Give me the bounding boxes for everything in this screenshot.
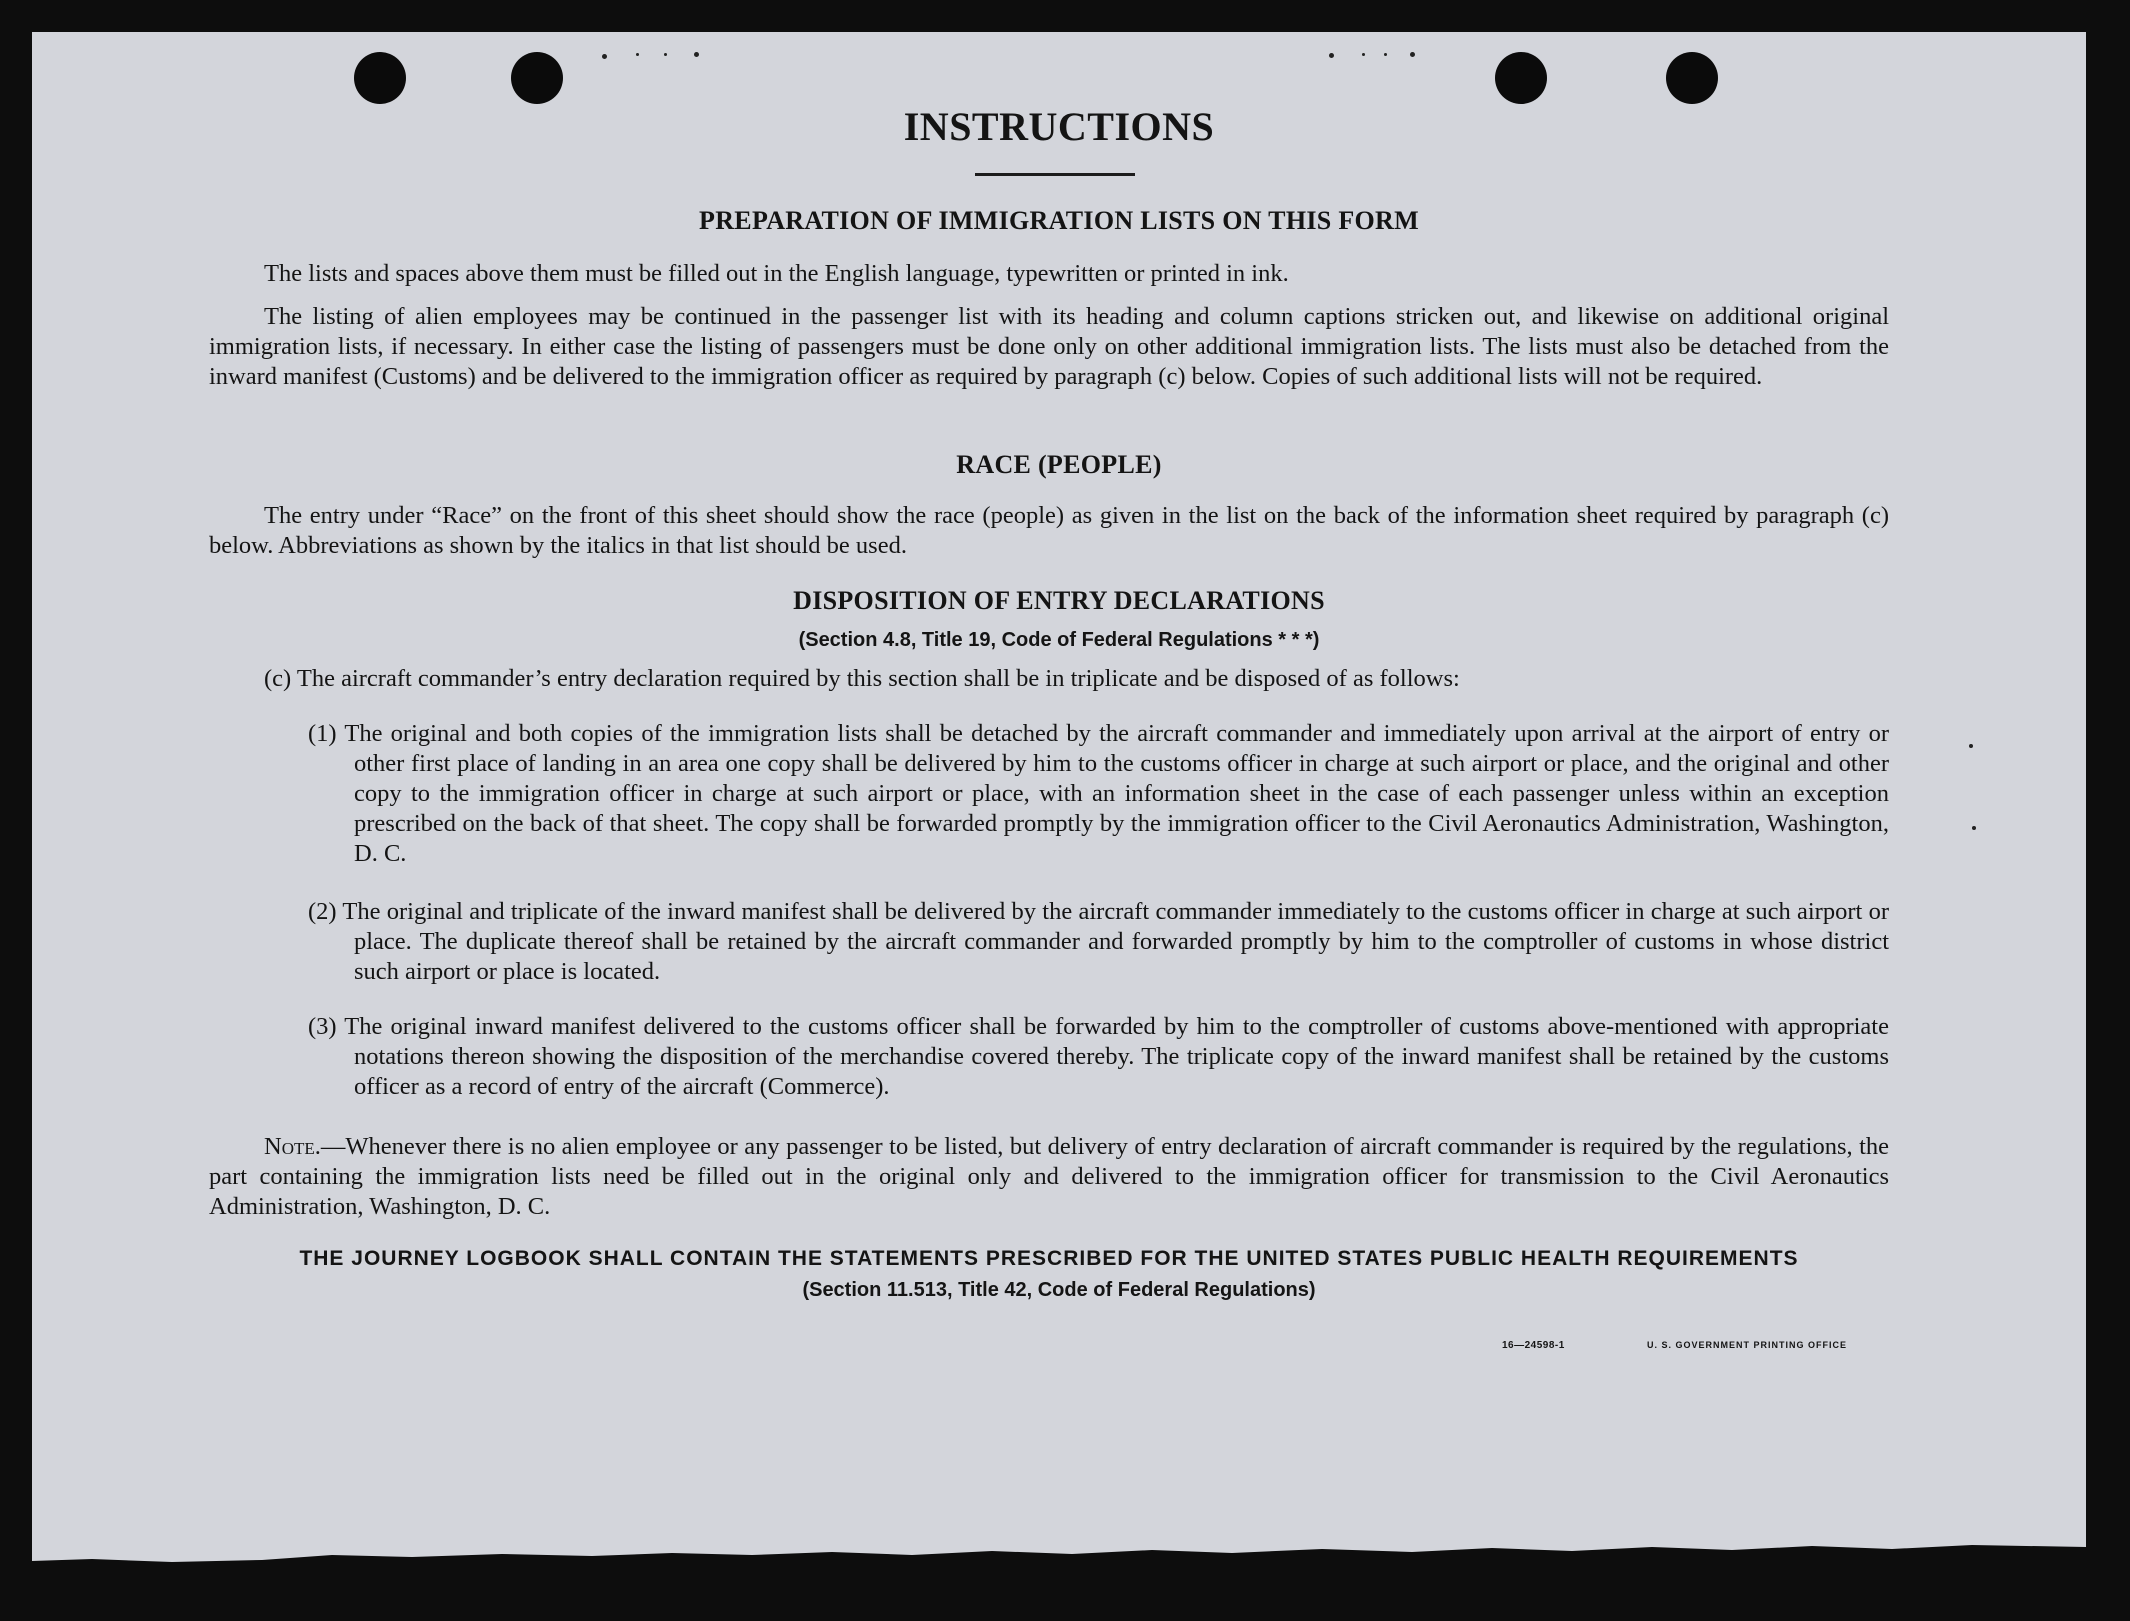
- speck-mark: [1384, 53, 1387, 56]
- section-heading-race: RACE (PEOPLE): [956, 450, 1162, 479]
- paragraph-preparation-1: The lists and spaces above them must be filled out in the English language, typewritten or printed in ink.: [264, 260, 1289, 287]
- list-item: (2) The original and triplicate of the inward manifest shall be delivered by the aircraft commander immediately to the customs officer in charge at such airport or place. The duplicate thereof shall be retained by the aircraft commander and forwarded promptly by him to the comptroller of customs in whose district such airport or place is located.: [308, 898, 1889, 985]
- printer-imprint: U. S. GOVERNMENT PRINTING OFFICE: [1647, 1340, 1848, 1350]
- document-page: [32, 32, 2086, 1577]
- form-number: 16—24598-1: [1502, 1340, 1565, 1351]
- note-text: —Whenever there is no alien employee or any passenger to be listed, but delivery of entry declaration of aircraft commander is required by the regulations, the part containing the immigration lists need be filled out in the original only and delivered to the immigration officer for transmission to the Civil Aeronautics Administration, Washington, D. C.: [209, 1133, 1889, 1220]
- section-heading-preparation: PREPARATION OF IMMIGRATION LISTS ON THIS FORM: [699, 206, 1419, 235]
- punch-hole: [511, 52, 563, 104]
- logbook-statement: THE JOURNEY LOGBOOK SHALL CONTAIN THE STATEMENTS PRESCRIBED FOR THE UNITED STATES PUBLIC HEALTH REQUIREMENTS: [299, 1247, 1799, 1270]
- speck-mark: [1972, 826, 1976, 830]
- speck-mark: [1410, 52, 1415, 57]
- speck-mark: [694, 52, 699, 57]
- speck-mark: [1329, 53, 1334, 58]
- paragraph-disposition-intro: (c) The aircraft commander’s entry declaration required by this section shall be in triplicate and be disposed of as follows:: [264, 665, 1460, 692]
- torn-edge: [32, 1537, 2086, 1577]
- speck-mark: [1969, 744, 1973, 748]
- title-rule: [975, 173, 1135, 176]
- paragraph-preparation-2: The listing of alien employees may be continued in the passenger list with its heading and column captions stricken out, and likewise on additional original immigration lists, if necessary. In either case the listing of passengers must be done only on other additional immigration lists. The lists must also be detached from the inward manifest (Customs) and be delivered to the immigration officer as required by paragraph (c) below. Copies of such additional lists will not be required.: [209, 303, 1889, 390]
- section-heading-disposition: DISPOSITION OF ENTRY DECLARATIONS: [793, 586, 1325, 615]
- note-label: Note.: [264, 1133, 321, 1160]
- logbook-citation: (Section 11.513, Title 42, Code of Federal Regulations): [802, 1279, 1316, 1301]
- speck-mark: [602, 54, 607, 59]
- speck-mark: [664, 53, 667, 56]
- punch-hole: [1495, 52, 1547, 104]
- list-item: (1) The original and both copies of the immigration lists shall be detached by the aircraft commander and immediately upon arrival at the airport of entry or other first place of landing in an area one copy shall be delivered by him to the customs officer in charge at such airport or place, and the original and other copy to the immigration officer in charge at such airport or place, with an information sheet in the case of each passenger unless within an exception prescribed on the back of that sheet. The copy shall be forwarded promptly by the immigration officer to the Civil Aeronautics Administration, Washington, D. C.: [308, 720, 1889, 867]
- speck-mark: [636, 53, 639, 56]
- list-item: (3) The original inward manifest delivered to the customs officer shall be forwarded by him to the comptroller of customs above-mentioned with appropriate notations thereon showing the disposition of the merchandise covered thereby. The triplicate copy of the inward manifest shall be retained by the customs officer as a record of entry of the aircraft (Commerce).: [308, 1013, 1889, 1100]
- note-paragraph: [209, 1132, 1889, 1222]
- speck-mark: [1362, 53, 1365, 56]
- paragraph-race: The entry under “Race” on the front of this sheet should show the race (people) as given in the list on the back of the information sheet required by paragraph (c) below. Abbreviations as shown by the italics in that list should be used.: [209, 502, 1889, 559]
- punch-hole: [354, 52, 406, 104]
- punch-hole: [1666, 52, 1718, 104]
- section-citation-disposition: (Section 4.8, Title 19, Code of Federal Regulations * * *): [798, 629, 1320, 651]
- page-title: INSTRUCTIONS: [903, 104, 1215, 149]
